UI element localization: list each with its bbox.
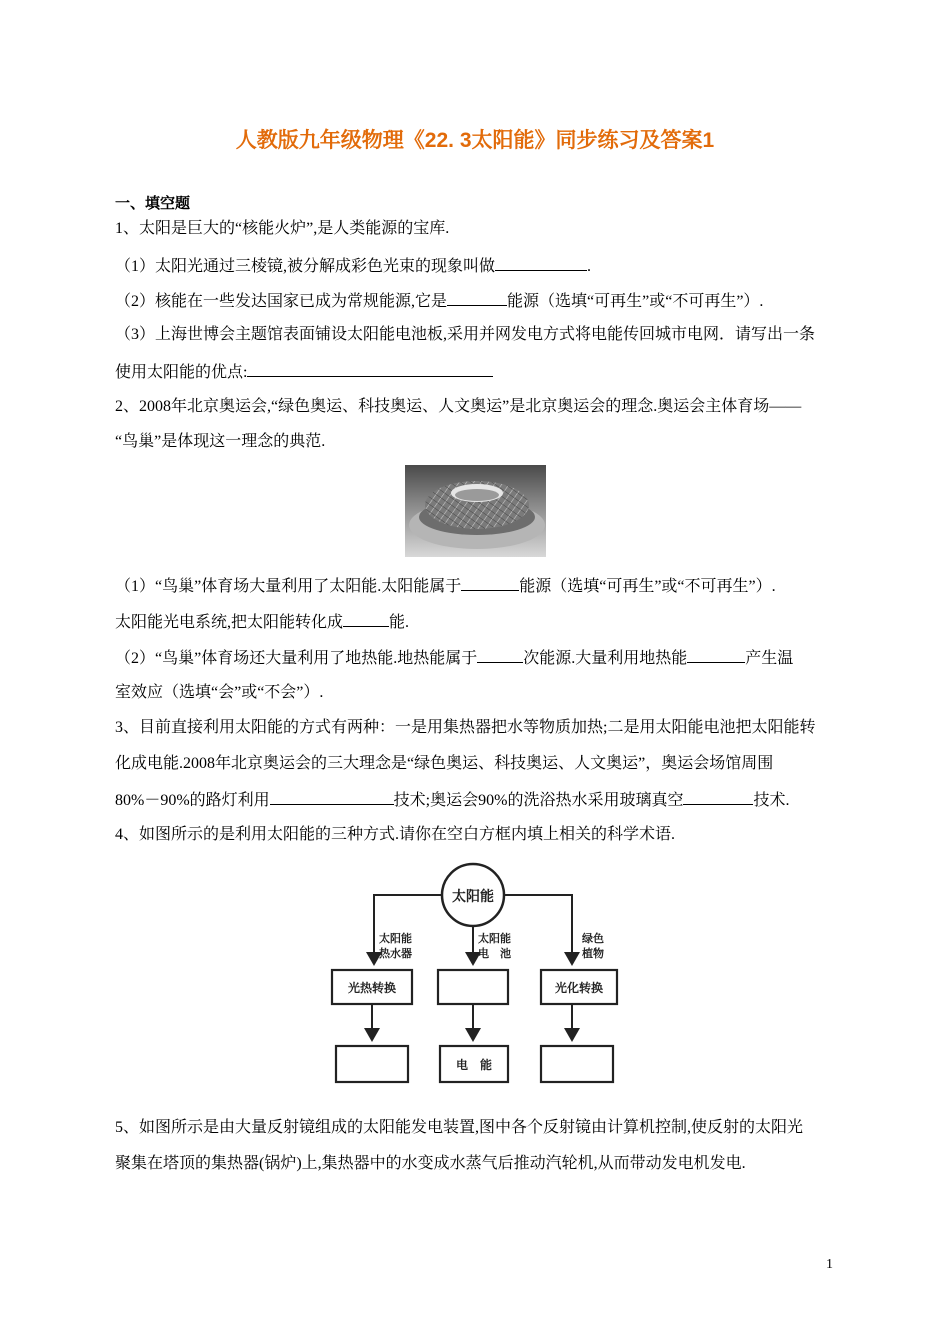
q1-part1 — [115, 255, 840, 277]
q3-line2: 化成电能.2008年北京奥运会的三大理念是“绿色奥运、科技奥运、人文奥运”，奥运会场馆周围 — [115, 755, 774, 772]
q2-part1-line2 — [115, 611, 840, 633]
q2-part1-line1 — [115, 575, 840, 597]
q2-part2-text: （2）“鸟巢”体育场还大量利用了地热能.地热能属于 — [115, 650, 478, 667]
q2-part1-text4: 能. — [389, 614, 410, 631]
answer-blank[interactable] — [270, 789, 394, 805]
q1-part3-text: 使用太阳能的优点: — [115, 364, 248, 381]
birds-nest-stadium-photo — [405, 465, 546, 557]
q2-part2-line1 — [115, 647, 840, 669]
q2-part1-text: （1）“鸟巢”体育场大量利用了太阳能.太阳能属于 — [115, 578, 462, 595]
q2-part1-text2: 能源（选填“可再生”或“不可再生”）. — [519, 578, 776, 595]
q1-part3-line2 — [115, 361, 840, 383]
answer-blank[interactable] — [343, 611, 389, 627]
q4-stem: 4、如图所示的是利用太阳能的三种方式.请你在空白方框内填上相关的科学术语. — [115, 826, 676, 843]
branch-left-label-1: 太阳能 — [379, 932, 412, 945]
q2-part2-line2: 室效应（选填“会”或“不会”）. — [115, 684, 324, 701]
answer-blank[interactable] — [477, 647, 523, 663]
q5-line1: 5、如图所示是由大量反射镜组成的太阳能发电装置,图中各个反射镜由计算机控制,使反射的太阳光 — [115, 1119, 804, 1136]
sun-node-label: 太阳能 — [452, 889, 494, 905]
q3-text1: 80%－90%的路灯利用 — [115, 792, 270, 809]
q1-part1-text: （1）太阳光通过三棱镜,被分解成彩色光束的现象叫做 — [115, 258, 496, 275]
q3-text3: 技术. — [753, 792, 790, 809]
branch-mid-label-2: 电 池 — [478, 947, 511, 960]
q2-part2-text3: 产生温 — [745, 650, 794, 667]
q3-line3 — [115, 789, 840, 811]
q2-part2-text2: 次能源.大量利用地热能 — [523, 650, 688, 667]
box-left-top-label: 光热转换 — [347, 981, 397, 995]
answer-blank[interactable] — [247, 361, 493, 377]
branch-mid-label-1: 太阳能 — [478, 932, 511, 945]
q1-part1-end: . — [587, 258, 592, 275]
q3-text2: 技术;奥运会90%的洗浴热水采用玻璃真空 — [393, 792, 684, 809]
box-mid-top-blank[interactable] — [438, 970, 508, 1004]
answer-blank[interactable] — [495, 255, 587, 271]
box-mid-bottom-label: 电 能 — [455, 1058, 493, 1072]
q1-part3-line1: （3）上海世博会主题馆表面铺设太阳能电池板,采用并网发电方式将电能传回城市电网．请写出一条 — [115, 326, 816, 343]
q2-stem-line1: 2、2008年北京奥运会,“绿色奥运、科技奥运、人文奥运”是北京奥运会的理念.奥运会主体育场—— — [115, 398, 802, 415]
answer-blank[interactable] — [447, 290, 507, 306]
q3-line1: 3、目前直接利用太阳能的方式有两种：一是用集热器把水等物质加热;二是用太阳能电池把太阳能转 — [115, 719, 816, 736]
solar-energy-diagram — [322, 860, 624, 1088]
branch-right-label-2: 植物 — [582, 947, 604, 960]
branch-left-label-2: 热水器 — [379, 947, 412, 960]
q1-stem: 1、太阳是巨大的“核能火炉”,是人类能源的宝库. — [115, 220, 450, 237]
branch-right-arrow — [504, 895, 572, 964]
q1-part2 — [115, 290, 840, 312]
q2-stem-line2: “鸟巢”是体现这一理念的典范. — [115, 433, 326, 450]
q1-part2-end: 能源（选填“可再生”或“不可再生”）. — [507, 293, 764, 310]
box-right-top-label: 光化转换 — [554, 981, 604, 995]
q5-line2: 聚集在塔顶的集热器(锅炉)上,集热器中的水变成水蒸气后推动汽轮机,从而带动发电机发电. — [115, 1155, 746, 1172]
page-number: 1 — [826, 1257, 833, 1272]
box-left-bottom-blank[interactable] — [336, 1046, 408, 1082]
document-title: 人教版九年级物理《22. 3太阳能》同步练习及答案1 — [235, 129, 715, 152]
answer-blank[interactable] — [461, 575, 519, 591]
box-right-bottom-blank[interactable] — [541, 1046, 613, 1082]
answer-blank[interactable] — [687, 647, 745, 663]
answer-blank[interactable] — [683, 789, 753, 805]
q1-part2-text: （2）核能在一些发达国家已成为常规能源,它是 — [115, 293, 448, 310]
section-title: 一、填空题 — [115, 195, 191, 212]
branch-right-label-1: 绿色 — [582, 932, 604, 945]
q2-part1-text3: 太阳能光电系统,把太阳能转化成 — [115, 614, 344, 631]
